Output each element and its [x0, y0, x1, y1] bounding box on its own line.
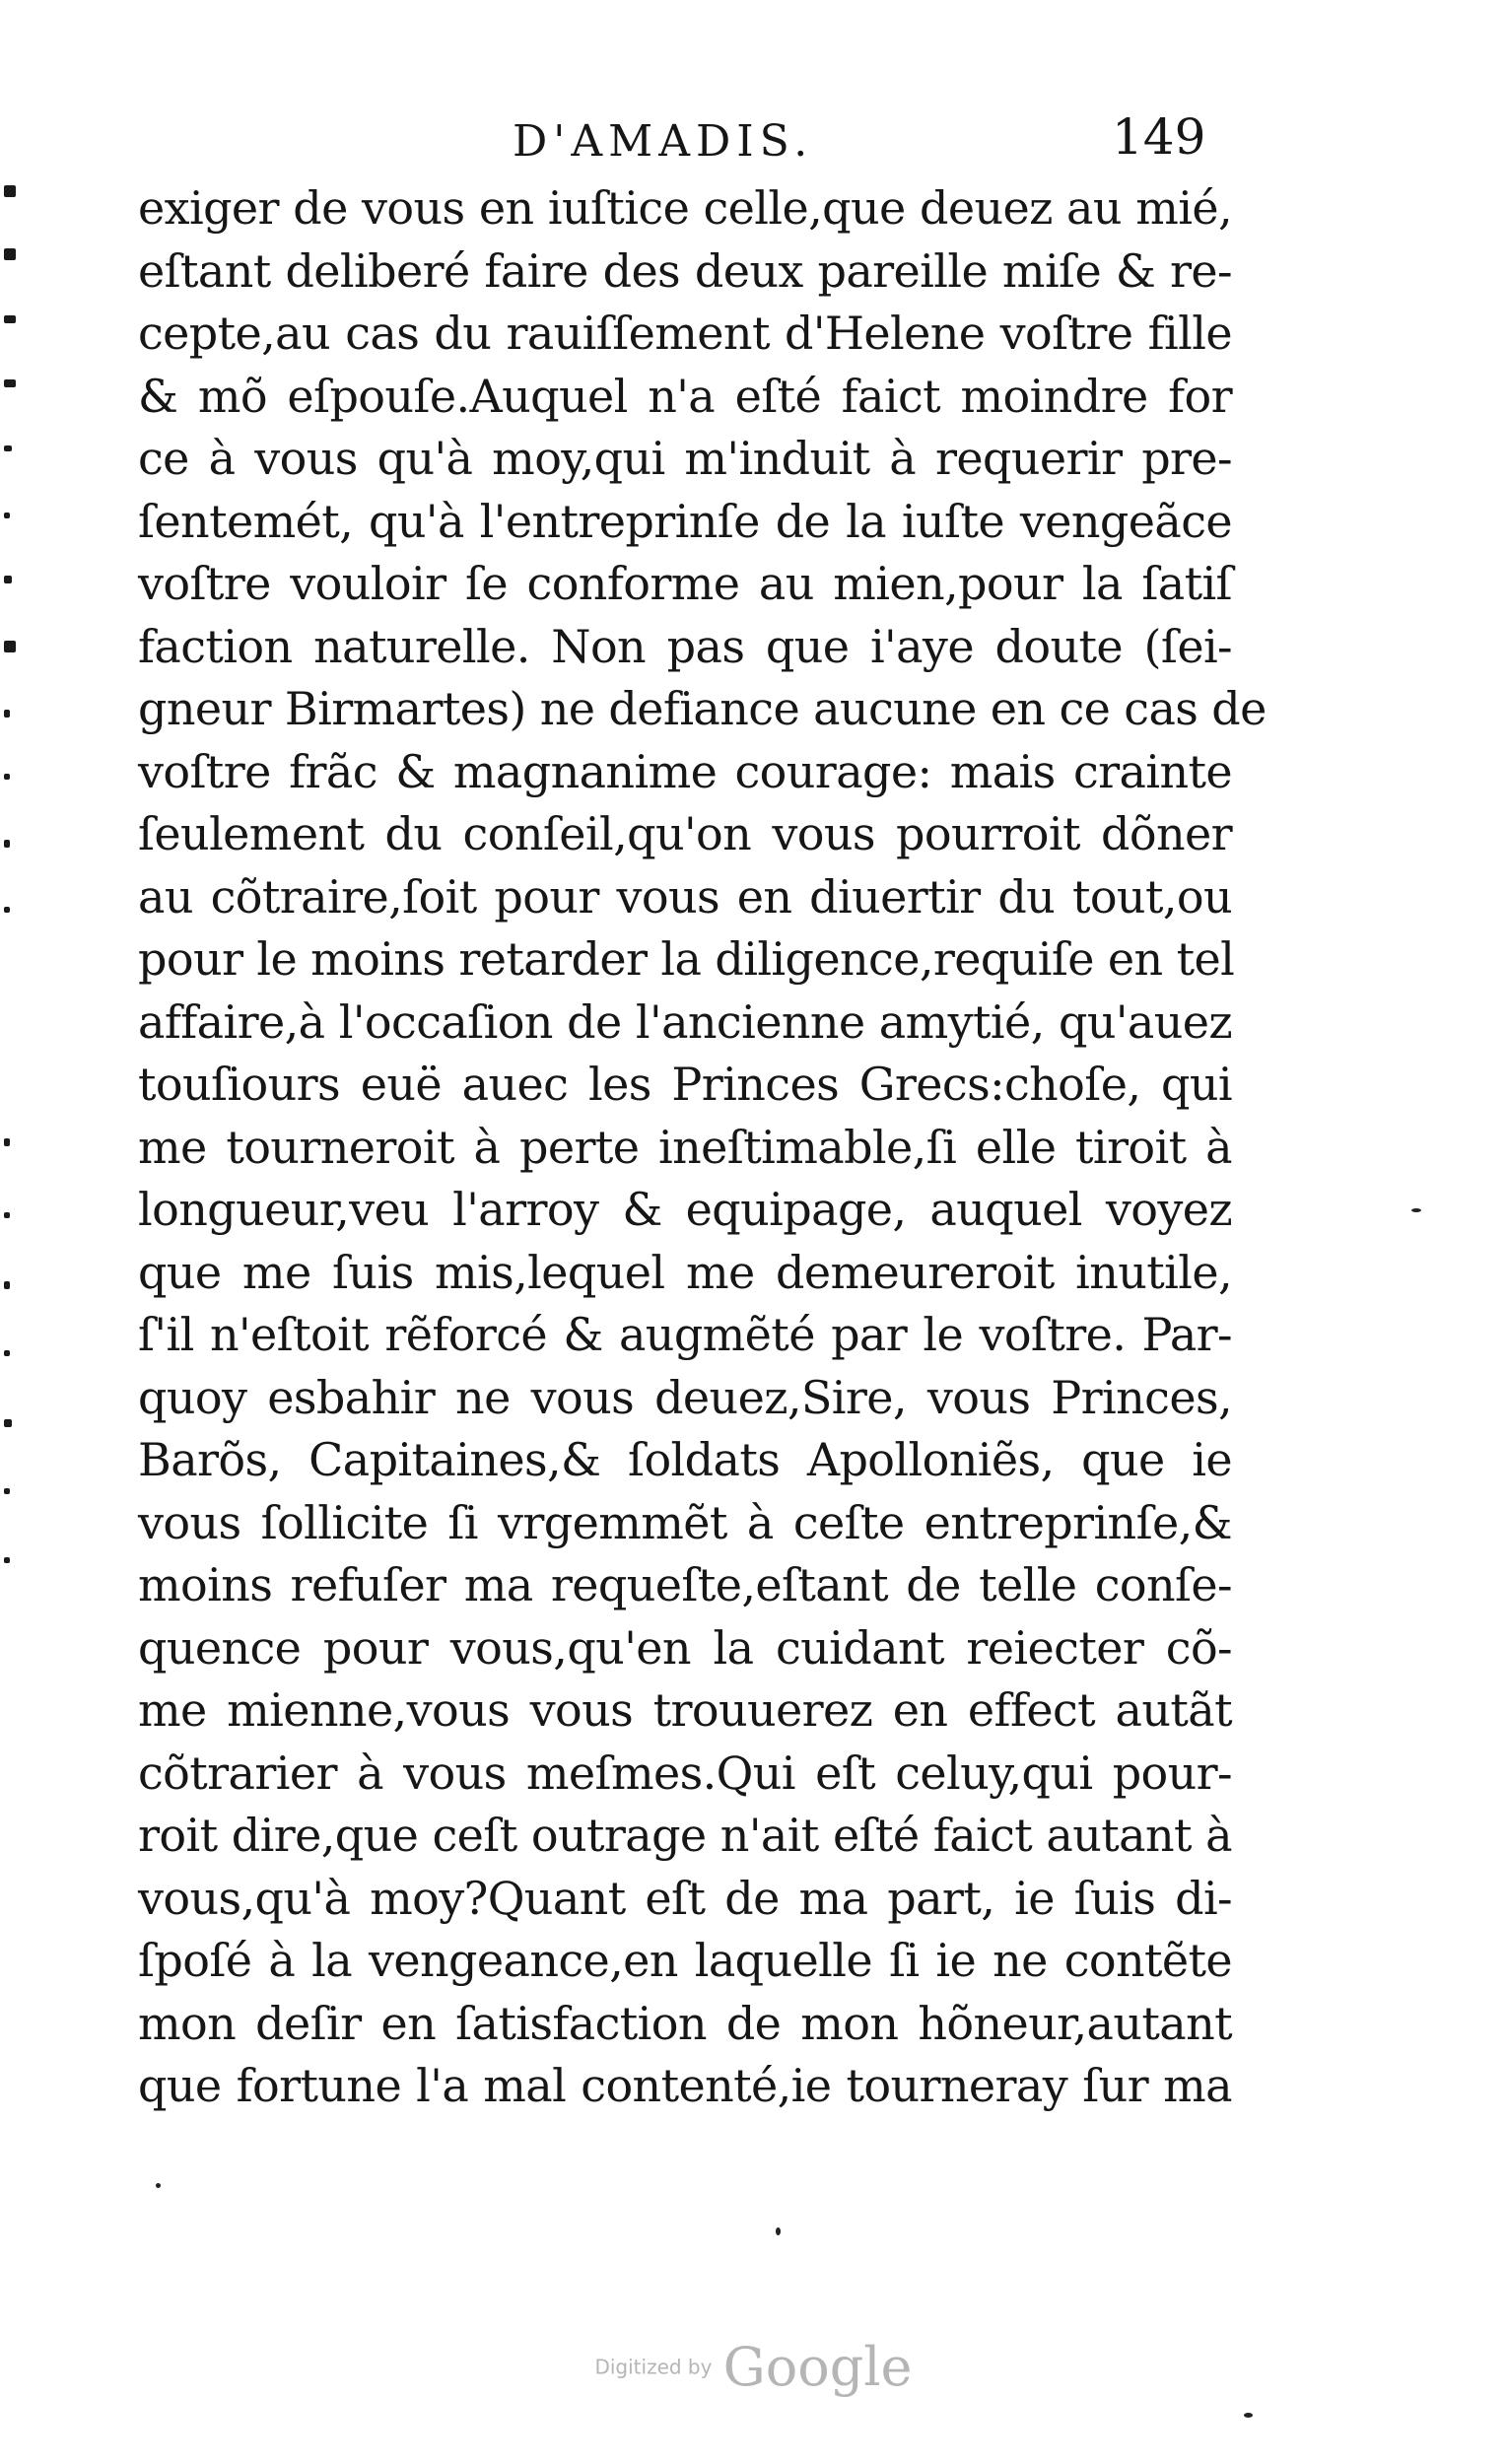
text-line: Barõs, Capitaines,& ſoldats Apolloniẽs, que ie [138, 1433, 1232, 1486]
bleed-mark [4, 185, 16, 197]
text-line: moins refuſer ma requeſte,eſtant de telle conſe- [138, 1558, 1232, 1611]
text-line: vous,qu'à moy?Quant eſt de ma part, ie ſuis di- [138, 1871, 1232, 1925]
text-line: me tourneroit à perte ineſtimable,ſi elle tiroit à [138, 1120, 1232, 1174]
text-line: vous ſollicite ſi vrgemmẽt à ceſte entreprinſe,& [138, 1495, 1232, 1549]
ink-speck [156, 2183, 161, 2188]
text-line: ſpoſé à la vengeance,en laquelle ſi ie ne contẽte [138, 1934, 1232, 1987]
ink-speck [1244, 2413, 1253, 2418]
text-line: faction naturelle. Non pas que i'aye doute (ſei- [138, 619, 1232, 673]
text-line: touſiours euë auec les Princes Grecs:choſe, qui [138, 1058, 1232, 1111]
gutter-bleed-marks [0, 177, 30, 1656]
bleed-mark [4, 1212, 10, 1218]
text-line: que fortune l'a mal contenté,ie tourneray ſur ma [138, 2059, 1232, 2112]
bleed-mark [4, 710, 10, 718]
text-line: voſtre frãc & magnanime courage: mais crainte [138, 744, 1232, 798]
text-line: ce à vous qu'à moy,qui m'induit à requerir pre- [138, 432, 1232, 485]
bleed-mark [4, 576, 12, 583]
bleed-mark [4, 907, 10, 913]
bleed-mark [4, 379, 16, 387]
bleed-mark [4, 1350, 10, 1356]
bleed-mark [4, 1419, 12, 1427]
body-text [138, 177, 1267, 2118]
text-line: quence pour vous,qu'en la cuidant reiecter cõ- [138, 1620, 1232, 1675]
text-line: & mõ eſpouſe.Auquel n'a eſté faict moindre for [138, 369, 1232, 423]
bleed-mark [4, 1138, 10, 1146]
text-line: exiger de vous en iuſtice celle,que deuez au mié, [138, 181, 1232, 235]
bleed-mark [4, 1488, 10, 1494]
text-line: ſ'il n'eſtoit rẽforcé & augmẽté par le voſtre. Par- [138, 1308, 1232, 1361]
text-line: pour le moins retarder la diligence,requiſe en tel [138, 932, 1235, 986]
page-number: 149 [1112, 108, 1206, 166]
bleed-mark [4, 641, 16, 652]
text-line: que me ſuis mis,lequel me demeureroit inutile, [138, 1245, 1232, 1299]
google-logo: Google [722, 2336, 913, 2398]
digitized-by-google-watermark [0, 2336, 1507, 2398]
text-line: voſtre vouloir ſe conforme au mien,pour la ſatiſ [138, 557, 1232, 610]
text-line: cõtrarier à vous meſmes.Qui eſt celuy,qui pour- [138, 1745, 1232, 1800]
bleed-mark [4, 445, 12, 451]
bleed-mark [4, 1281, 10, 1289]
bleed-mark [4, 248, 16, 260]
text-line: quoy esbahir ne vous deuez,Sire, vous Princes, [138, 1370, 1232, 1424]
text-line: ſeulement du conſeil,qu'on vous pourroit dõner [138, 807, 1232, 860]
watermark-small-text: Digitized by [594, 2355, 713, 2379]
text-line: longueur,veu l'arroy & equipage, auquel voyez [138, 1183, 1232, 1236]
text-line: cepte,au cas du rauiſſement d'Helene voſtre fille [138, 307, 1232, 360]
text-line: mon deſir en ſatisfaction de mon hõneur,autant [138, 1996, 1232, 2050]
ink-speck [1411, 1208, 1421, 1212]
bleed-mark [4, 840, 10, 848]
text-line: me mienne,vous vous trouuerez en effect autãt [138, 1683, 1232, 1737]
ink-speck [776, 2227, 781, 2235]
bleed-mark [4, 513, 10, 518]
text-line: eſtant deliberé faire des deux pareille miſe & re- [138, 243, 1232, 298]
bleed-mark [4, 774, 10, 780]
text-line: roit dire,que ceſt outrage n'ait eſté faict autant à [138, 1809, 1232, 1862]
text-line: gneur Birmartes) ne defiance aucune en ce cas de [138, 682, 1267, 735]
text-line: au cõtraire,ſoit pour vous en diuertir du tout,ou [138, 869, 1232, 924]
text-line: affaire,à l'occaſion de l'ancienne amytié, qu'auez [138, 994, 1232, 1049]
bleed-mark [4, 1557, 10, 1563]
running-head: D'AMADIS. [513, 116, 814, 167]
bleed-mark [4, 315, 16, 323]
text-line: ſentemét, qu'à l'entreprinſe de la iuſte vengeãce [138, 494, 1232, 548]
